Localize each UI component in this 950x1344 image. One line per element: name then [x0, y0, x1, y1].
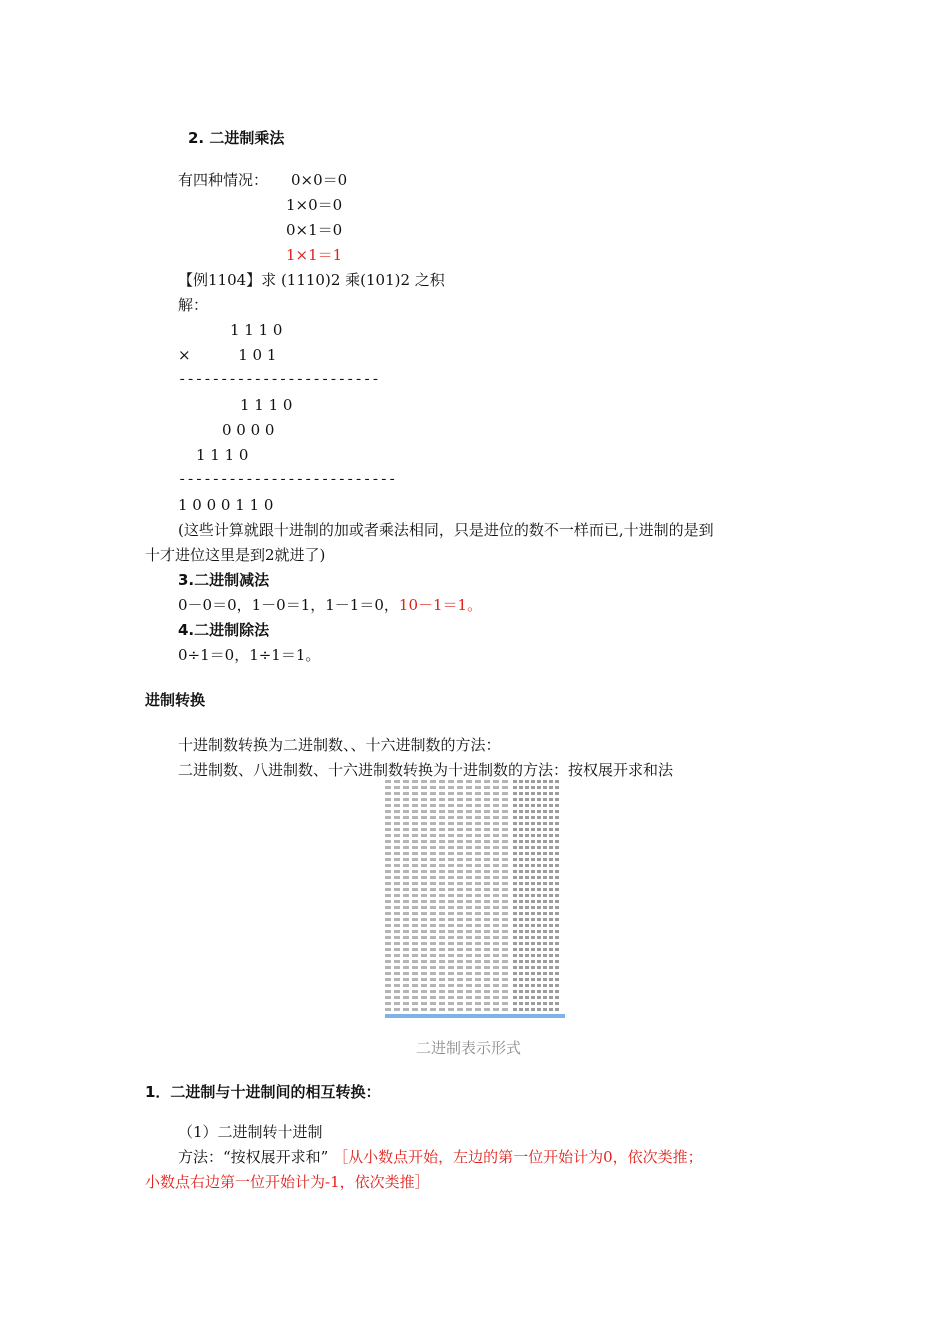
binary-table-number-columns: [385, 780, 511, 1014]
calc-partial-1: 1 1 1 0: [240, 396, 293, 414]
binary-table-highlight-bar: [385, 1014, 565, 1018]
section-heading-mutual-conversion: 1．二进制与十进制间的相互转换：: [145, 1083, 381, 1101]
conversion-line-1: 十进制数转换为二进制数、、十六进制数的方法：: [178, 736, 501, 754]
section-heading-conversion: 进制转换: [145, 691, 206, 709]
division-rules: 0÷1＝0，1÷1＝1。: [178, 646, 321, 664]
calc-partial-3: 1 1 1 0: [196, 446, 249, 464]
binary-table-glyph-column: [513, 780, 559, 1014]
case-line-1: 0×0＝0: [291, 171, 348, 189]
subtraction-rule-highlight: 10－1＝1。: [398, 596, 483, 614]
section-heading-subtraction: 3.二进制减法: [178, 571, 270, 589]
subtraction-rules: [178, 595, 482, 615]
solution-label: 解：: [178, 296, 209, 314]
subtraction-rules-text: 0－0＝0，1－0＝1，1－1＝0，: [178, 596, 399, 614]
method-rule-part-2: 小数点右边第一位开始计为-1，依次类推］: [145, 1173, 430, 1191]
cases-intro: 有四种情况：: [178, 171, 269, 189]
calc-partial-2: 0 0 0 0: [222, 421, 275, 439]
example-title: 【例1104】求 (1110)2 乘(101)2 之积: [178, 271, 445, 289]
calc-row-multiplicand: 1 1 1 0: [230, 321, 283, 339]
method-rule-part-1: ［从小数点开始，左边的第一位开始计为0，依次类推；: [333, 1148, 703, 1166]
figure-caption: 二进制表示形式: [416, 1039, 522, 1057]
case-line-4: 1×1＝1: [286, 246, 343, 264]
subsection-binary-to-decimal: （1）二进制转十进制: [178, 1123, 323, 1141]
calc-row-multiplier: × 1 0 1: [178, 346, 277, 364]
conversion-line-2: 二进制数、八进制数、十六进制数转换为十进制数的方法：按权展开求和法: [178, 761, 674, 779]
method-label: 方法：“按权展开求和”: [178, 1148, 329, 1166]
example-note-line-1: (这些计算就跟十进制的加或者乘法相同，只是进位的数不一样而已,十进制的是到: [178, 521, 714, 539]
calc-result: 1 0 0 0 1 1 0: [178, 496, 274, 514]
case-line-3: 0×1＝0: [286, 221, 343, 239]
section-heading-multiplication: 2. 二进制乘法: [188, 129, 285, 147]
method-line-1: [178, 1147, 703, 1167]
calc-divider-1: ------------------------: [178, 372, 380, 388]
binary-table-image: [385, 780, 565, 1020]
case-line-2: 1×0＝0: [286, 196, 343, 214]
calc-divider-2: --------------------------: [178, 472, 397, 488]
example-note-line-2: 十才进位这里是到2就进了): [145, 546, 326, 564]
section-heading-division: 4.二进制除法: [178, 621, 270, 639]
